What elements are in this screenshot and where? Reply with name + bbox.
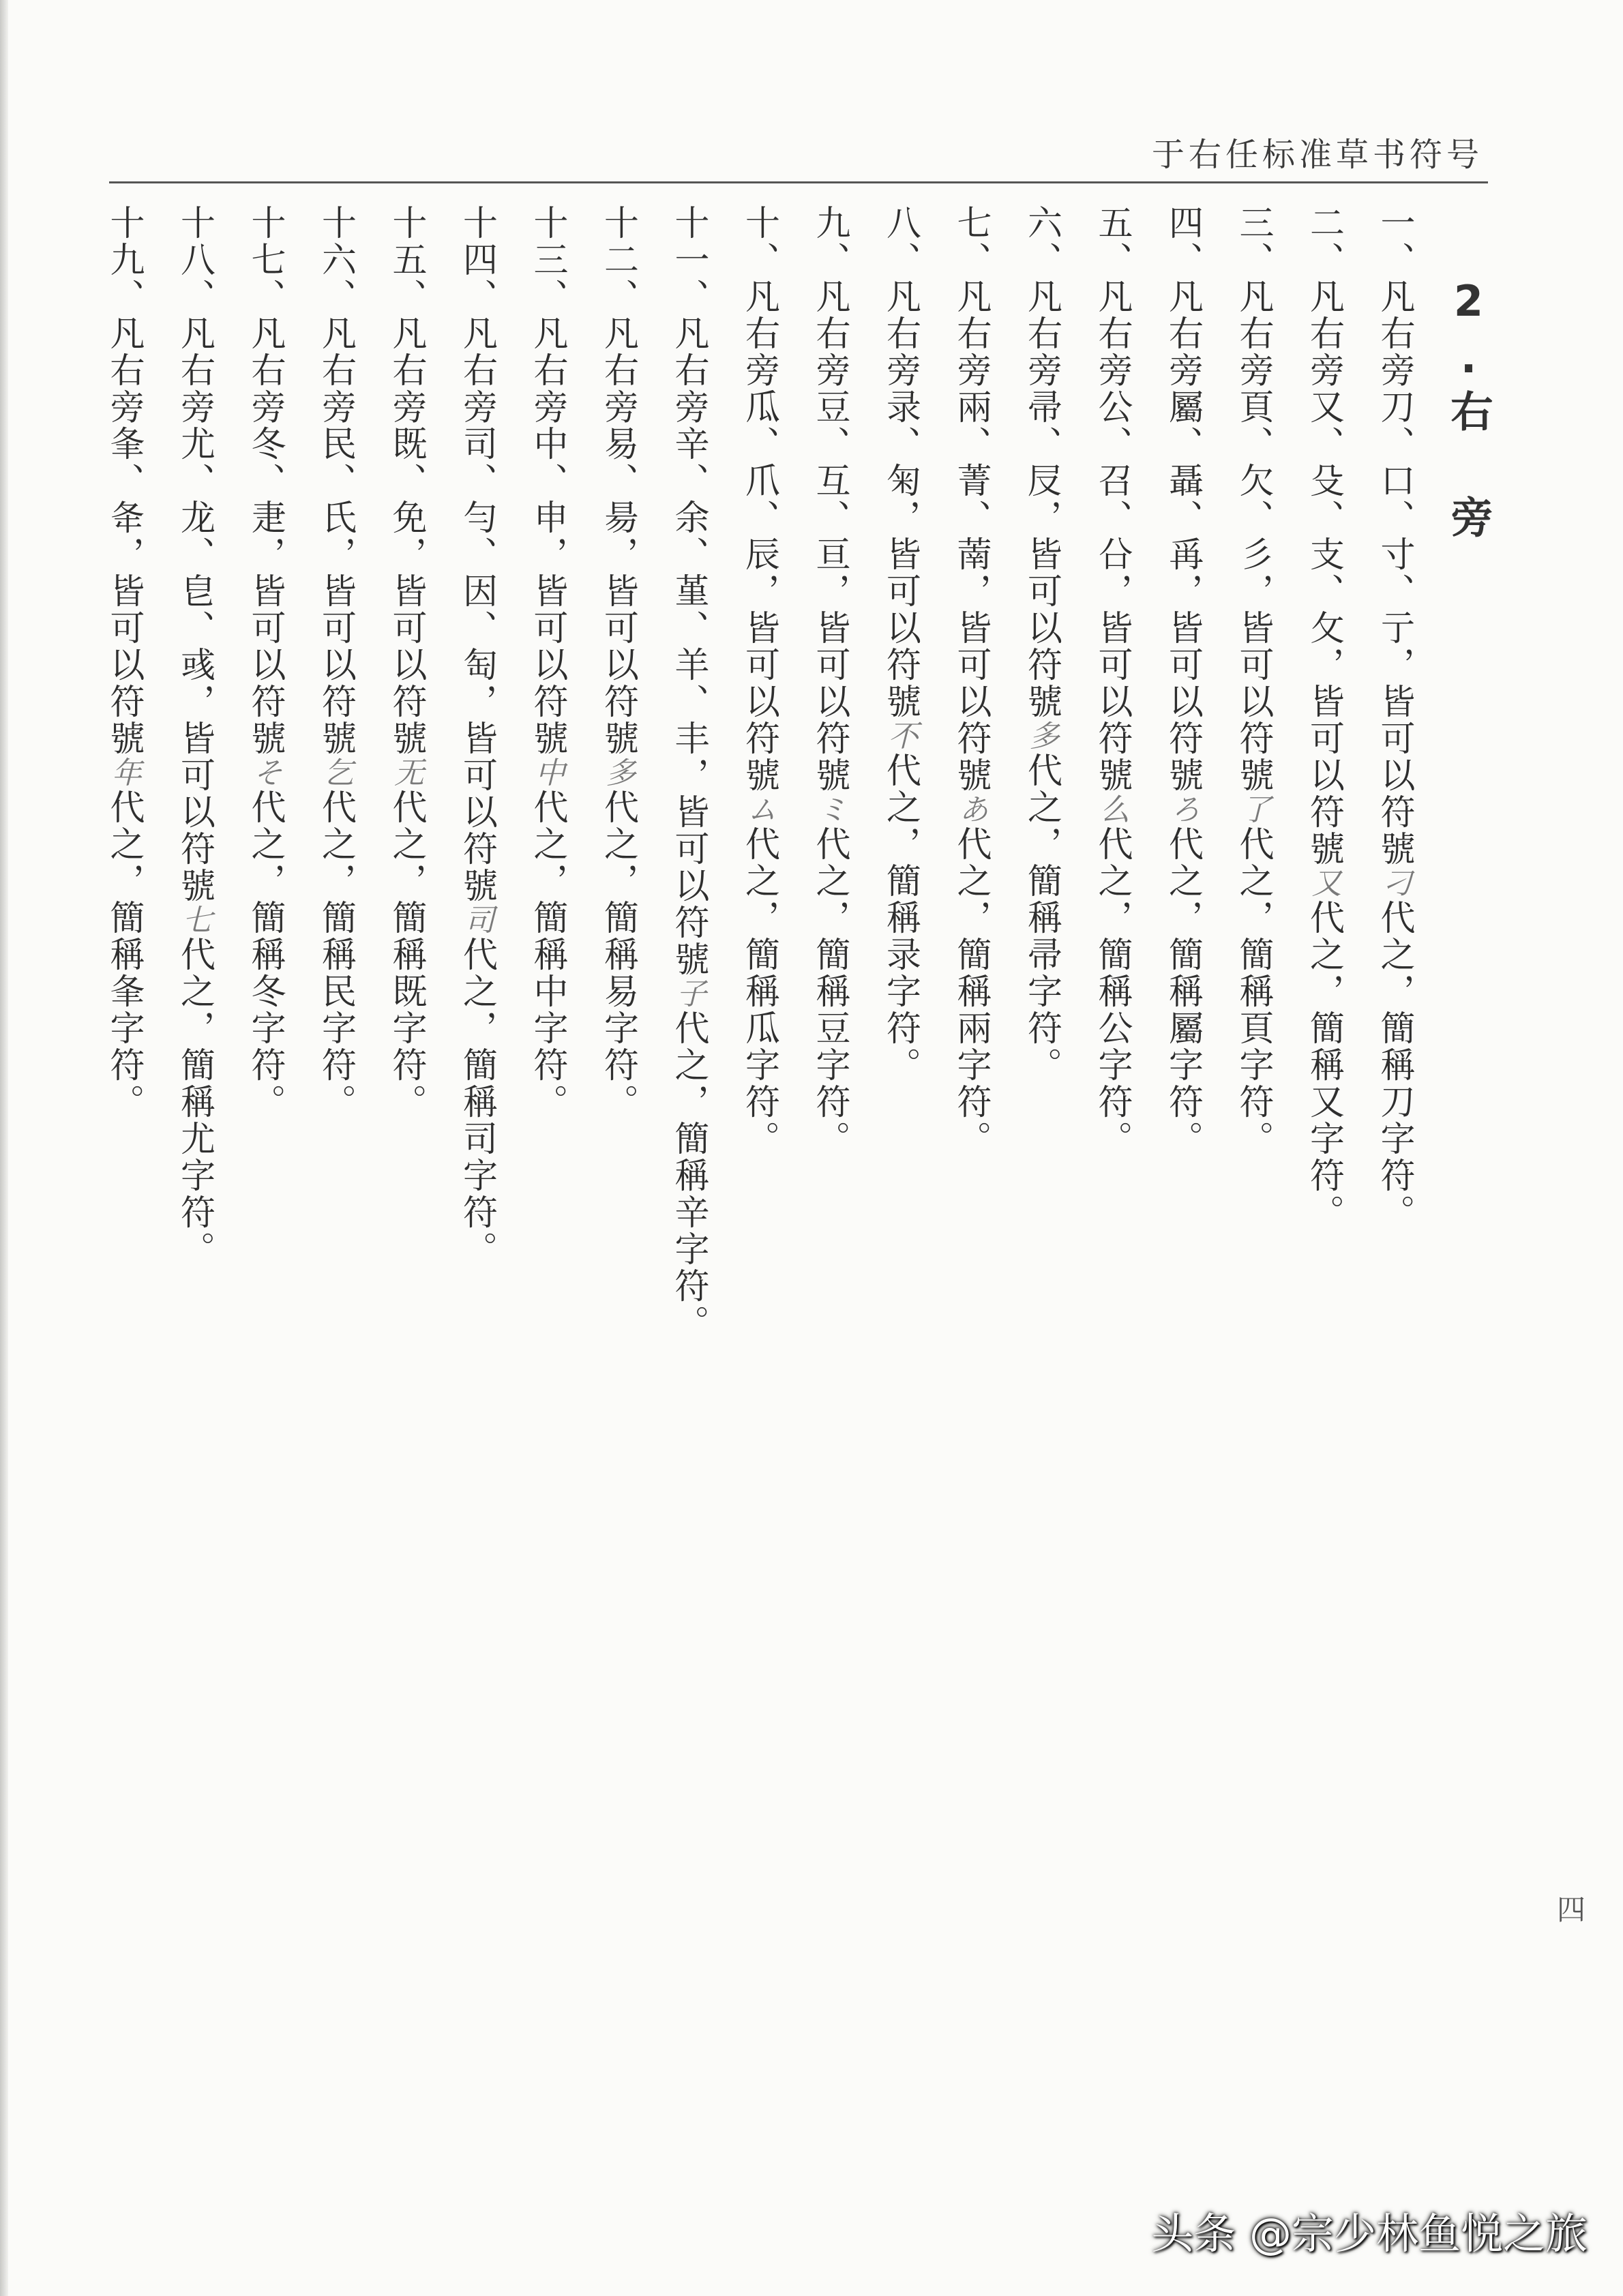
running-header-title: 于右任标准草书符号 — [1151, 136, 1483, 174]
rule-text-tail: 代之，簡稱豆字符。 — [809, 826, 850, 1157]
rule-text: 十四、凡右旁司、勻、因、匋，皆可以符號 — [456, 205, 497, 904]
rule-text: 七、凡右旁兩、菁、萳，皆可以符號 — [951, 205, 991, 794]
rule-text-tail: 代之，簡稱民字符。 — [315, 789, 356, 1120]
rule-text: 十六、凡右旁民、氏，皆可以符號 — [315, 205, 356, 757]
rule-text-tail: 代之，簡稱冬字符。 — [245, 789, 285, 1120]
rule-text: 十九、凡右旁夆、夅，皆可以符號 — [104, 205, 144, 757]
cursive-symbol: 七 — [177, 904, 212, 936]
cursive-symbol: 中 — [530, 757, 565, 789]
cursive-symbol: 年 — [106, 757, 141, 789]
cursive-symbol: 了 — [1236, 794, 1270, 826]
rule-entry-column — [457, 205, 496, 1364]
rule-text: 二、凡右旁又、殳、支、攵，皆可以符號 — [1303, 205, 1344, 867]
rule-text: 十、凡右旁瓜、爪、辰，皆可以符號 — [739, 205, 779, 794]
section-heading — [1438, 276, 1499, 544]
cursive-symbol: 子 — [671, 978, 706, 1010]
cursive-symbol: 司 — [459, 904, 494, 936]
cursive-symbol: 刁 — [1377, 867, 1412, 899]
rule-text-tail: 代之，簡稱司字符。 — [456, 936, 497, 1268]
rule-text-tail: 代之，簡稱公字符。 — [1092, 826, 1132, 1157]
rule-text-tail: 代之，簡稱屬字符。 — [1162, 826, 1203, 1157]
rule-entry-column — [880, 205, 920, 1364]
rule-entry-column — [739, 205, 779, 1364]
cursive-symbol: 不 — [882, 720, 918, 752]
cursive-symbol: ろ — [1165, 794, 1200, 826]
rule-text: 十八、凡右旁尤、龙、皀、彧，皆可以符號 — [174, 205, 215, 904]
rule-text: 十五、凡右旁既、免，皆可以符號 — [386, 205, 426, 757]
rule-entry-column — [598, 205, 638, 1364]
rule-entry-column — [809, 205, 849, 1364]
cursive-symbol: そ — [248, 757, 282, 789]
cursive-symbol: 多 — [600, 757, 636, 789]
rule-text: 十七、凡右旁冬、疌，皆可以符號 — [245, 205, 285, 757]
cursive-symbol: あ — [953, 794, 988, 826]
rule-entry-column — [1233, 205, 1272, 1364]
rule-entry-column — [1022, 205, 1061, 1364]
cursive-symbol: 么 — [1095, 794, 1129, 826]
rule-text: 十二、凡右旁易、昜，皆可以符號 — [597, 205, 638, 757]
cursive-symbol: 乞 — [318, 757, 353, 789]
cursive-symbol: 又 — [1306, 867, 1341, 899]
rule-text: 一、凡右旁刀、口、寸、亍，皆可以符號 — [1374, 205, 1414, 867]
cursive-symbol: ミ — [812, 794, 847, 826]
rule-entry-column — [951, 205, 990, 1364]
cursive-symbol: ム — [741, 794, 777, 826]
rule-text: 三、凡右旁頁、欠、彡，皆可以符號 — [1233, 205, 1273, 794]
page-number: 四 — [1556, 1893, 1585, 1926]
rule-entry-column — [386, 205, 426, 1364]
cursive-symbol: 多 — [1024, 720, 1059, 752]
rule-entry-column — [316, 205, 355, 1364]
rule-entry-column — [1163, 205, 1202, 1364]
rule-entry-column — [245, 205, 284, 1364]
rule-text: 八、凡右旁录、匊，皆可以符號 — [880, 205, 921, 720]
rule-text-tail: 代之，簡稱既字符。 — [386, 789, 426, 1120]
rule-text-tail: 代之，簡稱易字符。 — [597, 789, 638, 1120]
rule-text-tail: 代之，簡稱瓜字符。 — [739, 826, 779, 1157]
rule-text-tail: 代之，簡稱录字符。 — [880, 752, 921, 1084]
rule-text-tail: 代之，簡稱又字符。 — [1303, 899, 1344, 1231]
cursive-symbol: 无 — [389, 757, 423, 789]
rule-text-tail: 代之，簡稱辛字符。 — [668, 1010, 709, 1341]
rule-text: 九、凡右旁豆、互、亘，皆可以符號 — [809, 205, 850, 794]
rule-text-tail: 代之，簡稱頁字符。 — [1233, 826, 1273, 1157]
vertical-text-columns — [104, 205, 1418, 1398]
rule-text: 六、凡右旁帚、㞋，皆可以符號 — [1021, 205, 1062, 720]
rule-entry-column — [175, 205, 214, 1364]
rule-text: 五、凡右旁公、召、㕣，皆可以符號 — [1092, 205, 1132, 794]
page-edge — [0, 0, 8, 2296]
rule-entry-column — [104, 205, 143, 1364]
rule-text-tail: 代之，簡稱帚字符。 — [1021, 752, 1062, 1084]
section-title: 右 旁 — [1444, 389, 1493, 544]
rule-text-tail: 代之，簡稱尤字符。 — [174, 936, 215, 1268]
rule-entry-column — [1304, 205, 1343, 1364]
rule-entry-column — [1092, 205, 1131, 1364]
section-number: 2. — [1444, 276, 1493, 389]
rule-text: 四、凡右旁屬、聶、爯，皆可以符號 — [1162, 205, 1203, 794]
header-rule — [109, 181, 1488, 183]
rule-text-tail: 代之，簡稱刀字符。 — [1374, 899, 1414, 1231]
rule-text-tail: 代之，簡稱中字符。 — [527, 789, 567, 1120]
rule-text-tail: 代之，簡稱兩字符。 — [951, 826, 991, 1157]
rule-entry-column — [668, 205, 708, 1364]
rule-entry-column — [1374, 205, 1414, 1364]
rule-text: 十一、凡右旁辛、余、堇、羊、丰，皆可以符號 — [668, 205, 709, 978]
watermark: 头条 @宗少林鱼悦之旅 — [1151, 2209, 1588, 2258]
rule-text: 十三、凡右旁中、申，皆可以符號 — [527, 205, 567, 757]
rule-text-tail: 代之，簡稱夆字符。 — [104, 789, 144, 1120]
rule-entry-column — [527, 205, 567, 1364]
